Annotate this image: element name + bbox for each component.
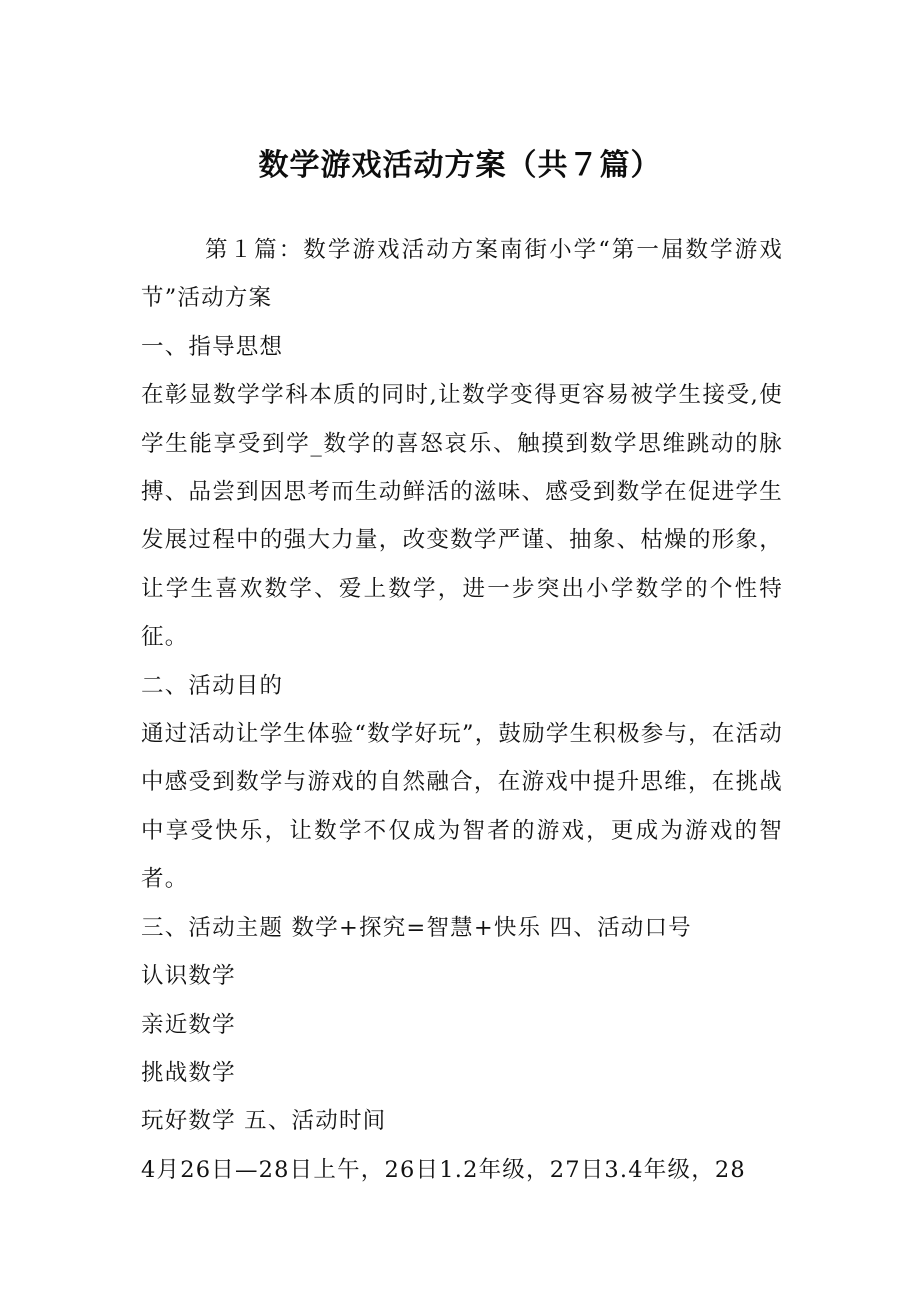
section-heading-activity-purpose: 二、活动目的 xyxy=(141,672,284,699)
slogan-line: 挑战数学 xyxy=(141,1059,236,1086)
activity-time-line: 4月26日—28日上午，26日1.2年级，27日3.4年级，28 xyxy=(141,1156,746,1183)
slogan-line: 亲近数学 xyxy=(141,1011,236,1038)
slogan-and-time-heading-line: 玩好数学 五、活动时间 xyxy=(141,1108,387,1135)
slogan-line: 认识数学 xyxy=(141,963,236,990)
activity-theme-line: 三、活动主题 数学+探究=智慧+快乐 四、活动口号 xyxy=(141,914,692,941)
activity-purpose-paragraph: 通过活动让学生体验“数学好玩”，鼓励学生积极参与，在活动中感受到数学与游戏的自然融合，在游戏中提升思维，在挑战中享受快乐，让数学不仅成为智者的游戏，更成为游戏的智者。 xyxy=(141,721,783,893)
document-title: 数学游戏活动方案（共７篇） xyxy=(258,148,662,183)
section-heading-guiding-ideology: 一、指导思想 xyxy=(141,333,284,360)
intro-paragraph: 第１篇：数学游戏活动方案南街小学“第一届数学游戏节”活动方案 xyxy=(141,237,783,312)
document-body xyxy=(141,226,783,1194)
guiding-ideology-paragraph: 在彰显数学学科本质的同时,让数学变得更容易被学生接受,使学生能享受到学_数学的喜怒哀乐、触摸到数学思维跳动的脉搏、品尝到因思考而生动鲜活的滋味、感受到数学在促进学生发展过程中的强大力量，改变数学严谨、抽象、枯燥的形象，让学生喜欢数学、爱上数学，进一步突出小学数学的个性特征。 xyxy=(141,382,783,651)
